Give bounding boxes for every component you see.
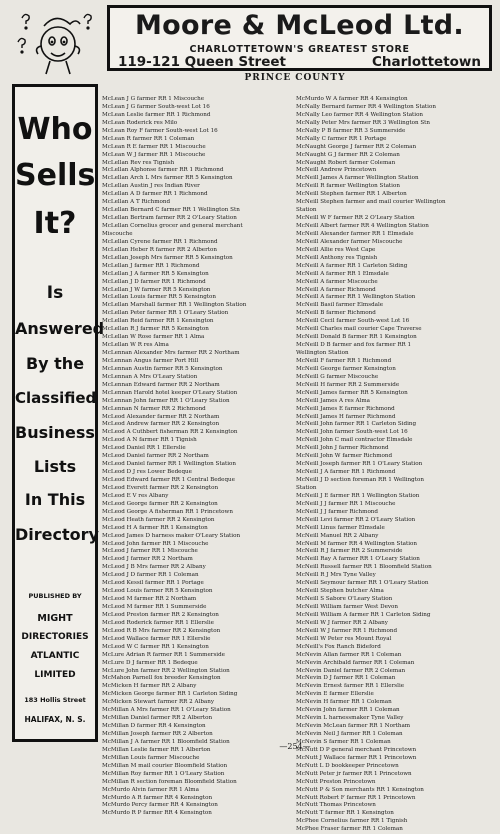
directory-entry: McLennan Harold hotel keeper O'Leary Station	[102, 389, 238, 396]
company-name: Moore & McLeod Ltd.	[134, 10, 464, 41]
directory-entry: McLellan Heber R farmer RR 2 Alberton	[102, 246, 217, 253]
directory-entry: McNaught George J farmer RR 2 Coleman	[296, 143, 417, 150]
directory-entry: McNeill John J farmer Richmond	[296, 445, 389, 452]
directory-entry: McNevin D J farmer RR 1 Coleman	[296, 675, 396, 682]
directory-entry: McNevin Neil J farmer RR 1 Coleman	[296, 731, 403, 737]
directory-entry: McNutt Preston Princetown	[296, 778, 376, 785]
directory-entry: McNeill Levi farmer RR 2 O'Leary Station	[296, 516, 416, 523]
directory-entry: McMurdo Percy farmer RR 4 Kensington	[102, 802, 218, 809]
directory-entry: McNeill W Peter res Mount Royal	[296, 635, 392, 642]
ad-word-who: Who	[17, 112, 93, 147]
directory-entry: McNaught Robert farmer Coleman	[296, 159, 396, 166]
directory-entry: McLennan A Mrs O'Leary Station	[102, 373, 198, 380]
directory-entry: McNeill's Fox Ranch Bideford	[296, 643, 381, 650]
directory-entry: McLellan Marshall farmer RR 1 Wellington Station	[102, 302, 247, 309]
directory-entry: McLeod Roderick farmer RR 1 Ellerslie	[102, 619, 214, 626]
directory-entry: McNutt P & Son merchants RR 1 Kensington	[296, 786, 424, 793]
publisher-line-4: LIMITED	[34, 670, 76, 680]
directory-entry: McNally Bernard farmer RR 4 Wellington Station	[296, 103, 436, 110]
directory-entry: McMillan M mail courier Bloomfield Station	[102, 762, 228, 769]
directory-entry: McMillan Louis farmer Miscouche	[102, 754, 200, 761]
directory-entry: McNutt Thomas Princetown	[296, 802, 376, 809]
directory-entry: McLeod R B Mrs farmer RR 2 Kensington	[102, 627, 221, 634]
directory-entry: McNeill George farmer Kensington	[296, 365, 396, 372]
page-number: —254—	[279, 742, 311, 751]
directory-entry: McLeod Daniel farmer RR 1 Wellington Station	[102, 461, 236, 468]
directory-entry: McNevin Archibald farmer RR 1 Coleman	[296, 659, 415, 666]
directory-entry: McNevin Ernest farmer RR 1 Ellerslie	[296, 683, 405, 690]
directory-entry: McMicken H farmer RR 2 Albany	[102, 683, 197, 690]
directory-entry: McNeill Joseph farmer RR 1 O'Leary Station	[296, 461, 423, 468]
directory-entry: McNeill Donald B farmer RR 1 Kensington	[296, 334, 417, 341]
store-advertisement-banner	[107, 5, 492, 71]
directory-entry: McNevin Daniel farmer RR 2 Coleman	[296, 667, 406, 674]
directory-entry: McMillan Roy farmer RR 1 O'Leary Station	[102, 770, 225, 777]
directory-entry: McLean Roy F farmer South-west Lot 16	[102, 127, 218, 134]
directory-entry: McNevin L harnessmaker Tyne Valley	[296, 715, 404, 722]
directory-entry: McLellan J A farmer RR 5 Kensington	[102, 270, 209, 277]
directory-entry: McMurdo W A farmer RR 4 Kensington	[296, 96, 408, 102]
ad-word-it: It?	[33, 206, 77, 241]
directory-entry: McNally P B farmer RR 3 Summerside	[296, 127, 406, 134]
directory-entry: McNutt J Wallace farmer RR 1 Princetown	[296, 754, 417, 761]
directory-entry: McLellan A T Richmond	[102, 199, 171, 206]
directory-entry: McNeill John farmer RR 1 Carleton Siding	[296, 421, 417, 428]
publisher-line-2: DIRECTORIES	[21, 632, 89, 642]
directory-entry: McNevin McLean farmer RR 1 Northam	[296, 723, 411, 730]
directory-entry: McLellan Alphonse farmer RR 1 Richmond	[102, 167, 224, 174]
directory-entry: McLeod Alexander farmer RR 2 Northam	[102, 413, 220, 420]
directory-entry: McNeill A farmer RR 1 Wellington Station	[296, 294, 416, 301]
directory-entry: McMicken Stewart farmer RR 2 Albany	[102, 699, 214, 706]
directory-entry: McLeod D J res Lower Bedeque	[102, 469, 192, 476]
directory-entry: McNeill William farmer West Devon	[296, 604, 399, 610]
directory-entry: McLeod John farmer RR 1 Miscouche	[102, 540, 209, 547]
directory-entry: McLeod George A fisherman RR 1 Princetown	[102, 508, 233, 515]
directory-entry: Station	[296, 207, 317, 214]
directory-entry: McNutt Peter jr farmer RR 1 Princetown	[296, 770, 412, 777]
directory-entry: McLellan J D farmer RR 1 Richmond	[102, 278, 206, 285]
directory-entry: McLean J G farmer South-west Lot 16	[102, 103, 210, 110]
directory-entry: McNeill James H farmer Richmond	[296, 413, 396, 420]
directory-entry: McLennan Alexander Mrs farmer RR 2 Northam	[102, 350, 240, 356]
directory-entry: McNeill Charles mail courier Cape Traverse	[296, 326, 422, 333]
directory-entry: McLennan Edward farmer RR 2 Northam	[102, 381, 220, 388]
listing-column-left	[102, 96, 292, 818]
directory-entry: McLennan John farmer RR 1 O'Leary Station	[102, 397, 230, 404]
cartoon-mascot-logo	[14, 8, 98, 78]
directory-entry: McMurdo A R farmer RR 4 Kensington	[102, 794, 213, 801]
ad-word-classified: Classified	[15, 389, 97, 407]
directory-entry: McMurdo R P farmer RR 4 Kensington	[102, 810, 212, 817]
directory-entry: McLeod Andrew farmer RR 2 Kensington	[102, 421, 220, 428]
directory-entry: McLeod W C farmer RR 1 Kensington	[102, 643, 209, 650]
directory-entry: McLennan Austin farmer RR 5 Kensington	[102, 365, 223, 372]
directory-entry: McLean Leslie farmer RR 1 Richmond	[102, 111, 211, 118]
directory-entry: McLure Adrian R farmer RR 1 Summerside	[102, 651, 225, 658]
directory-entry: McLellan Arch L Mrs farmer RR 5 Kensington	[102, 175, 233, 182]
directory-entry: McLean J G farmer RR 1 Miscouche	[102, 96, 205, 102]
directory-entry: McNeill Alexander farmer Miscouche	[296, 238, 403, 245]
directory-entry: McNeill M farmer RR 4 Wellington Station	[296, 540, 417, 547]
directory-entry: McNeill Allie res West Cape	[296, 246, 376, 253]
directory-entry: McNeill J J farmer Richmond	[296, 508, 378, 515]
store-address: 119-121 Queen Street	[118, 54, 286, 70]
directory-entry: McNevin E farmer Ellerslie	[296, 691, 374, 698]
publisher-line-3: ATLANTIC	[30, 651, 80, 661]
directory-entry: McNeill A farmer Richmond	[296, 286, 376, 293]
directory-entry: McNeill S Sabore O'Leary Station	[296, 596, 393, 603]
publisher-city: HALIFAX, N. S.	[24, 715, 86, 724]
directory-entry: McNeill James E farmer Richmond	[296, 405, 395, 412]
ad-word-answered: Answered	[15, 319, 105, 338]
directory-entry: McNeill Basil farmer Elmsdale	[296, 302, 384, 309]
directory-entry: McMillan R section foreman Bloomfield Station	[102, 778, 237, 785]
directory-entry: McNeill J J farmer RR 1 Miscouche	[296, 500, 396, 507]
store-city: Charlottetown	[371, 54, 481, 70]
directory-advertisement	[12, 84, 105, 742]
directory-entry: McLeod Wallace farmer RR 1 Ellerslie	[102, 635, 211, 642]
directory-entry: McLeod J B Mrs farmer RR 2 Albany	[102, 564, 206, 571]
directory-entry: McNaught G J farmer RR 2 Coleman	[296, 151, 400, 158]
directory-entry: McLellan R J farmer RR 5 Kensington	[102, 326, 209, 333]
directory-entry: Wellington Station	[296, 350, 349, 356]
publisher-street: 183 Hollis Street	[24, 696, 86, 704]
directory-entry: McLeod H A farmer RR 1 Kensington	[102, 524, 208, 531]
directory-entry: McNeill Stephen butcher Alma	[296, 588, 384, 595]
directory-entry: McLure John farmer RR 2 Wellington Station	[102, 667, 230, 674]
directory-entry: McNeill J D section foreman RR 1 Wellington	[296, 477, 424, 483]
directory-entry: McNally Peter Mrs farmer RR 3 Wellington Stn	[296, 119, 431, 126]
directory-entry: McNally C farmer RR 1 Portage	[296, 135, 387, 142]
directory-entry: McLure D J farmer RR 1 Bedeque	[102, 659, 198, 666]
directory-entry: McNeill G farmer Miscouche	[296, 373, 379, 380]
publisher-line-1: MIGHT	[37, 613, 73, 624]
directory-entry: McNeill James A farmer Wellington Station	[296, 175, 419, 182]
directory-entry: McNeill John C mail contractor Elmsdale	[296, 437, 413, 444]
directory-entry: McNeill W F farmer RR 2 O'Leary Station	[296, 215, 415, 222]
directory-entry: McLellan W R res Alma	[102, 342, 169, 349]
directory-entry: McMicken George farmer RR 1 Carleton Siding	[102, 691, 238, 698]
directory-entry: McLeod J farmer RR 1 Miscouche	[102, 548, 198, 555]
directory-entry: McNeill F farmer RR 1 Richmond	[296, 357, 392, 364]
published-by-label: PUBLISHED BY	[28, 592, 82, 600]
directory-entry: McLellan Rev res Tignish	[102, 159, 175, 166]
directory-entry: McNeill Ray A farmer RR 1 O'Leary Station	[296, 556, 420, 563]
ad-word-lists: Lists	[33, 457, 77, 476]
directory-entry: McLeod Daniel RR 1 Ellerslie	[102, 445, 186, 452]
directory-entry: McLeod Preston farmer RR 2 Kensington	[102, 611, 219, 618]
directory-entry: McNutt D P general merchant Princetown	[296, 746, 417, 753]
county-heading: PRINCE COUNTY	[244, 73, 346, 83]
directory-entry: McLennan Angus farmer Port Hill	[102, 357, 199, 364]
directory-entry: McLellan Bertram farmer RR 2 O'Leary Station	[102, 215, 237, 222]
directory-entry: McLellan A D farmer RR 1 Richmond	[102, 191, 208, 198]
directory-entry: McLellan Bernard C farmer RR 1 Wellington Stn	[102, 207, 240, 214]
directory-entry: McNeill John farmer South-west Lot 16	[296, 429, 408, 436]
directory-entry: McNeill Russell farmer RR 1 Bloomfield Station	[296, 564, 432, 571]
directory-entry: McNeill H farmer RR 2 Summerside	[296, 381, 400, 388]
ad-word-by-the: By the	[25, 354, 85, 373]
directory-entry: McNeill W J farmer RR 1 Richmond	[296, 627, 398, 634]
directory-entry: McNeill James A res Alma	[296, 397, 370, 404]
directory-entry: McLeod Everett farmer RR 2 Kensington	[102, 484, 219, 491]
directory-entry: McNevin Allan farmer RR 1 Coleman	[296, 651, 402, 658]
directory-entry: McNeill W J farmer RR 2 Albany	[296, 619, 388, 626]
directory-entry: McNeill A farmer RR 1 Carleton Siding	[296, 262, 408, 269]
directory-entry: McPhee Cornelius farmer RR 1 Tignish	[296, 818, 408, 825]
directory-entry: Miscouche	[102, 230, 133, 237]
directory-entry: McNeill Albert farmer RR 4 Wellington Station	[296, 223, 429, 229]
directory-entry: McNeill R J farmer RR 2 Summerside	[296, 548, 403, 555]
directory-entry: McLean Roderick res Milo	[102, 119, 178, 126]
directory-entry: McPhee Fraser farmer RR 1 Coleman	[296, 826, 403, 833]
directory-entry: McLellan Louis farmer RR 5 Kensington	[102, 294, 216, 301]
directory-entry: McLellan J W farmer RR 5 Kensington	[102, 286, 211, 293]
directory-entry: McLeod Daniel farmer RR 2 Northam	[102, 453, 209, 460]
directory-entry: McNevin S farmer RR 1 Coleman	[296, 738, 391, 745]
directory-entry: McNeill J E farmer RR 1 Wellington Station	[296, 492, 420, 499]
directory-entry: McLellan Joseph Mrs farmer RR 5 Kensington	[102, 254, 233, 261]
ad-word-business: Business	[15, 423, 95, 442]
directory-entry: McMillan J A farmer RR 1 Bloomfield Station	[102, 738, 230, 745]
directory-entry: McNeill Manuel RR 2 Albany	[296, 532, 379, 539]
directory-entry: McNally Leo farmer RR 4 Wellington Station	[296, 111, 424, 118]
directory-entry: McNeill Cecil farmer South-west Lot 16	[296, 318, 410, 325]
ad-word-directory: Directory	[15, 525, 99, 544]
directory-entry: McNeill William A farmer RR 1 Carleton Siding	[296, 611, 431, 618]
directory-entry: McNeill R farmer Wellington Station	[296, 183, 400, 190]
directory-entry: McLellan Cornelius grocer and general merchant	[102, 223, 243, 229]
directory-entry: McLeod George farmer RR 2 Kensington	[102, 500, 218, 507]
ad-word-in-this: In This	[24, 490, 86, 509]
directory-entry: McLeod A N farmer RR 1 Tignish	[102, 437, 197, 444]
directory-entry: McLellan Reid farmer RR 1 Kensington	[102, 318, 214, 325]
directory-entry: McLeod Heath farmer RR 2 Kensington	[102, 516, 215, 523]
directory-entry: McLeod Louis farmer RR 5 Kensington	[102, 588, 213, 595]
directory-entry: McLennan N farmer RR 2 Richmond	[102, 405, 206, 412]
directory-entry: McLean R farmer RR 1 Coleman	[102, 135, 195, 142]
directory-entry: McNevin H farmer RR 1 Coleman	[296, 699, 392, 706]
directory-entry: McNeill John W farmer Richmond	[296, 453, 393, 460]
listing-column-right	[296, 96, 486, 834]
directory-entry: McNeill Anthony res Tignish	[296, 254, 378, 261]
directory-entry: McLeod Edward farmer RR 1 Central Bedeque	[102, 477, 235, 483]
directory-entry: McLean W J farmer RR 1 Miscouche	[102, 151, 206, 158]
directory-entry: McLellan W Rose farmer RR 1 Alma	[102, 334, 205, 341]
directory-entry: Station	[296, 484, 317, 491]
directory-entry: McNeill A farmer RR 1 Elmsdale	[296, 270, 389, 277]
directory-entry: McLeod Kessil farmer RR 1 Portage	[102, 580, 204, 587]
directory-entry: McNeill Andrew Princetown	[296, 167, 377, 174]
directory-entry: McNeill Stephen farmer and mail courier Wellington	[296, 199, 446, 206]
directory-entry: McLeod M farmer RR 1 Summerside	[102, 604, 207, 610]
directory-entry: McNutt T farmer RR 1 Kensington	[296, 810, 394, 817]
directory-entry: McNeill Stephen farmer RR 1 Alberton	[296, 191, 407, 198]
directory-entry: McMillan Leslie farmer RR 1 Alberton	[102, 746, 211, 753]
directory-entry: McNeill Linus farmer Elmsdale	[296, 524, 385, 531]
directory-entry: McLeod E V res Albany	[102, 492, 169, 499]
directory-entry: McLeod A Cuthbert fisherman RR 2 Kensington	[102, 429, 238, 436]
directory-entry: McNeill A farmer Miscouche	[296, 278, 378, 285]
directory-entry: McMurdo Alvin farmer RR 1 Alma	[102, 786, 199, 793]
directory-entry: McLeod J D farmer RR 1 Coleman	[102, 572, 199, 579]
directory-entry: McLellan Cyrene farmer RR 1 Richmond	[102, 238, 218, 245]
directory-entry: McLeod James D harness maker O'Leary Station	[102, 532, 241, 539]
directory-entry: McLeod J farmer RR 2 Northam	[102, 556, 193, 563]
directory-entry: McNeill D B farmer and fox farmer RR 1	[296, 342, 412, 349]
directory-entry: McMillan A Mrs farmer RR 1 O'Leary Station	[102, 707, 231, 714]
ad-word-sells: Sells	[15, 158, 96, 193]
directory-entry: McLean R E farmer RR 1 Miscouche	[102, 143, 206, 150]
directory-entry: McNutt Robert F farmer RR 1 Princetown	[296, 794, 416, 801]
directory-entry: McLellan Peter farmer RR 1 O'Leary Station	[102, 310, 229, 317]
directory-entry: McMillan Daniel farmer RR 2 Alberton	[102, 715, 213, 722]
directory-entry: McNeill Alexander farmer RR 1 Elmsdale	[296, 230, 414, 237]
store-tagline: CHARLOTTETOWN'S GREATEST STORE	[189, 44, 410, 55]
directory-entry: McLellan Austin J res Indian River	[102, 183, 200, 190]
directory-entry: McMahon Parnell fox breeder Kensington	[102, 675, 221, 682]
directory-entry: McNeill R J Mrs Tyne Valley	[296, 572, 376, 579]
ad-word-is: Is	[46, 283, 64, 303]
directory-entry: McMillan Joseph farmer RR 2 Alberton	[102, 731, 213, 737]
directory-entry: McNeill J A farmer RR 1 Richmond	[296, 469, 396, 476]
directory-entry: McNutt L D bookkeeper Princetown	[296, 762, 399, 769]
directory-entry: McLellan J farmer RR 1 Richmond	[102, 262, 200, 269]
directory-entry: McNevin John farmer RR 1 Coleman	[296, 707, 400, 714]
directory-entry: McMillan D farmer RR 4 Kensington	[102, 723, 206, 730]
directory-entry: McNeill Seymour farmer RR 1 O'Leary Station	[296, 580, 429, 587]
directory-entry: McNeill B farmer Richmond	[296, 310, 376, 317]
directory-entry: McNeill James farmer RR 5 Kensington	[296, 389, 408, 396]
directory-entry: McLeod M farmer RR 2 Northam	[102, 596, 197, 603]
